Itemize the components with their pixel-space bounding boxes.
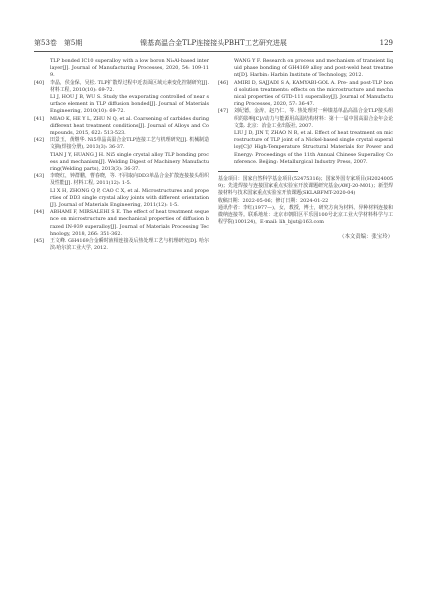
right-column <box>218 58 393 242</box>
reference-text-chinese: 李晶，侯金保，吴松. TLP扩散焊过程中近表面区域元素变化控制研究[J]. 材料工程, 2010(10): 69-72. <box>50 79 209 93</box>
header-rule <box>34 51 393 52</box>
reference-entry <box>34 209 209 238</box>
running-header <box>34 38 393 52</box>
reference-number: [41] <box>34 115 45 122</box>
reference-number: [45] <box>34 238 45 245</box>
footnotes <box>218 176 393 226</box>
reference-entry <box>218 80 393 109</box>
reference-text-english: WANG Y F. Research on process and mechanism of transient liquid phase bonding of GH4169 alloy and post-weld heat treatment[D]. Harbin: Harbin Institute of Technology, 2012. <box>234 58 393 79</box>
reference-entry <box>34 80 209 116</box>
reference-entry <box>34 173 209 209</box>
reference-entry <box>34 238 209 252</box>
reference-number: [43] <box>34 173 45 180</box>
reference-text-english: AMIRI D, SAJJADI S A, KAMYABI-GOL A. Pre- and post-TLP bond solution treatments: effects on the microstructure and mechanical properties of GTD-111 superalloy[J]. Journal of Manufacturing Processes, 2020, 57: 36-47. <box>234 79 393 108</box>
reference-entry <box>218 108 393 166</box>
editor-note: （本文责编：张宝玲） <box>339 234 393 241</box>
footnote-separator <box>218 171 298 172</box>
reference-text-english: TLP bonded IC10 superalloy with a low boron Ni₃Al-based interlayer[J]. Journal of Manufacturing Processes, 2020, 54: 109-119. <box>50 58 209 79</box>
reference-text-chinese: 刘纪德，金涛，赵乃仁，等. 热处理对一种镍基单晶高温合金TLP接头组织的影响[C]//动力与能源用高温结构材料：第十一届中国高温合金年会论文集. 北京：冶金工业出版社, 2007. <box>234 108 393 129</box>
reference-text-chinese: 王文峰. GH4169合金瞬时液相连接及后热处理工艺与机理研究[D]. 哈尔滨:哈尔滨工业大学, 2012. <box>50 238 209 252</box>
reference-entry <box>218 58 393 80</box>
reference-text-english: LI J, HOU J B, WU S. Study the evaporating controlled of near surface element in TLP diffusion bonded[J]. Journal of Materials Engineering, 2010(10): 69-72. <box>50 94 209 115</box>
reference-text-chinese: 李晓红，钟群鹏，曹春晓，等. 不同取向DD3单晶合金扩散连接接头组织及性能[J]. 材料工程, 2011(12): 1-5. <box>50 173 209 187</box>
reference-entry <box>34 137 209 173</box>
reference-text-chinese: 田景玉，黄继华. Ni5单晶高温合金TLP连接工艺与机理研究[J]. 机械制造文摘(焊接分册), 2013(3): 36-37. <box>50 137 209 151</box>
reference-number: [42] <box>34 137 45 144</box>
reference-text-english: LI X H, ZHONG Q P, CAO C X, et al. Microstructures and properties of DD3 single crystal alloy joints with different orientation[J]. Journal of Materials Engineering, 2011(12): 1-5. <box>50 187 209 209</box>
reference-entry <box>34 58 209 80</box>
volume-issue: 第53卷 第5期 <box>34 39 83 47</box>
reference-entry <box>34 116 209 138</box>
reference-number: [40] <box>34 79 45 86</box>
footnote-line: 收稿日期：2022-05-06；修订日期：2024-01-22 <box>218 197 329 204</box>
reference-number: [44] <box>34 209 45 216</box>
reference-text-english: ABHAMI F, MIRSALEHI S E. The effect of heat treatment sequence on microstructure and mechanical properties of diffusion brazed IN-939 superalloy[J]. Journal of Materials Processing Technology, 2018, 266: 351-362. <box>50 209 209 237</box>
reference-text-english: TIAN J Y, HUANG J H. Ni5 single crystal alloy TLP bonding process and mechanism[J]. Welding Digest of Machinery Manufacturing(Welding parts), 2013(3): 36-37. <box>50 151 209 173</box>
reference-text-english: LIU J D, JIN T, ZHAO N R, et al. Effect of heat treatment on microstructure of TLP joint of a Nickel-based single crystal superalloy[C]// High-Temperature Structural Materials for Power and Energy: Proceedings of the 11th Annual Chinese Superalloy Conference. Beijing: Metallurgical Industry Press, 2007. <box>234 130 393 165</box>
reference-text-english: MIAO K, HE Y L, ZHU N Q, et al. Coarsening of carbides during different heat treatment conditions[J]. Journal of Alloys and Compounds, 2015, 622: 513-523. <box>50 115 209 137</box>
reference-number: [46] <box>218 79 229 86</box>
page-number: 129 <box>379 39 393 47</box>
footnote-line: 基金项目：国家自然科学基金项目(52475316)；国家外国专家项目(H20240059)；先进焊接与连接国家重点实验室开放课题研究基金(AWJ-20-M01)；新型焊接材料与技术国家重点实验室开放课题(SKLABFMT-2020-04) <box>218 176 393 197</box>
running-title: 镍基高温合金TLP连接接头PBHT工艺研究进展 <box>140 39 287 47</box>
footnote-line: 通讯作者：李红(1977—)，女，教授，博士，研究方向为材料、异种材料连接和微纳连接等。联系地址：北京市朝阳区平乐园100号北京工业大学材料科学与工程学院(100124)，E-mail: lih_bjut@163.com <box>218 204 393 226</box>
reference-list-right <box>218 58 393 166</box>
left-column <box>34 58 209 252</box>
reference-number: [47] <box>218 108 229 115</box>
